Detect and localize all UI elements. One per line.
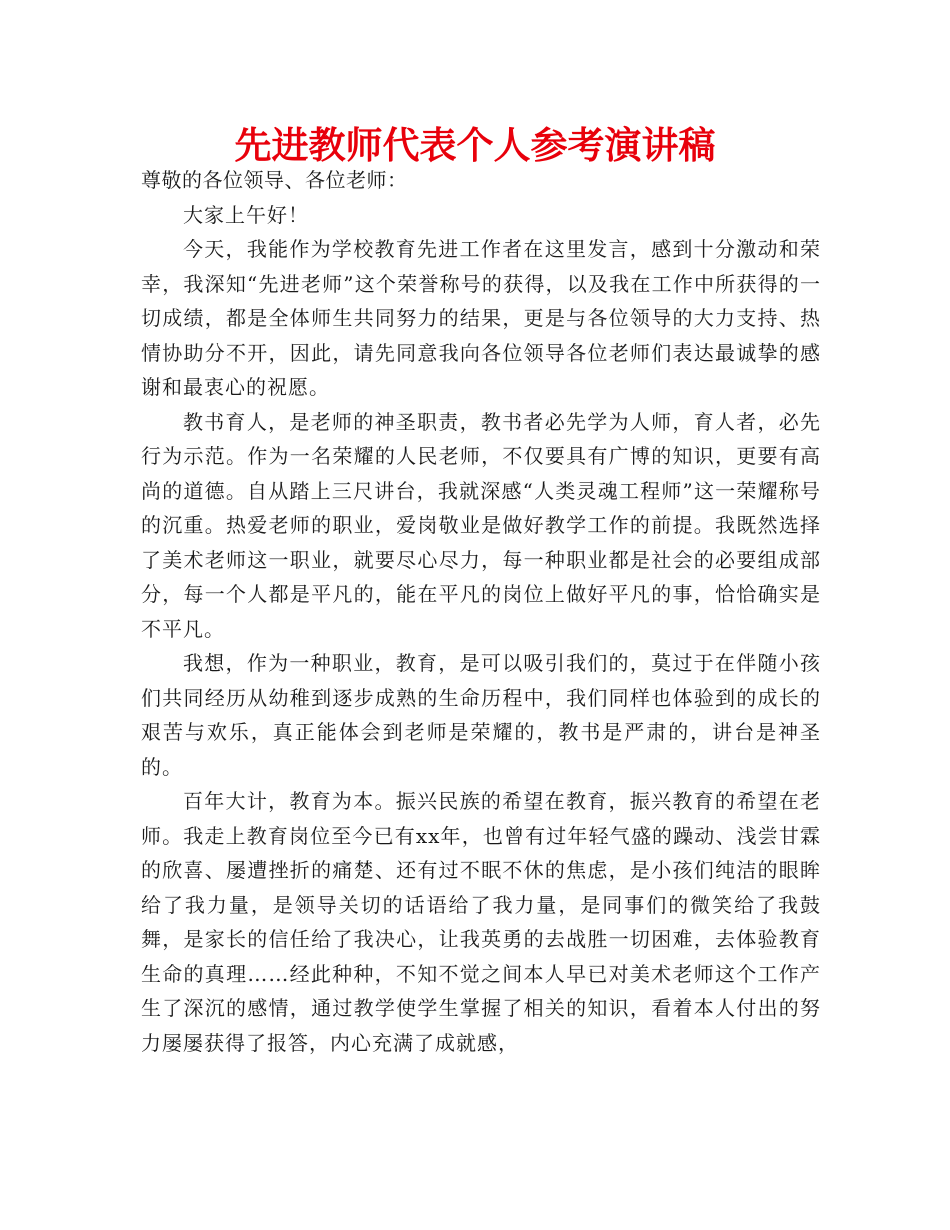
paragraph-1: 今天，我能作为学校教育先进工作者在这里发言，感到十分激动和荣幸，我深知“先进老师”这个荣誉称号的获得，以及我在工作中所获得的一切成绩，都是全体师生共同努力的结果，更是与各位领导的大力支持、热情协助分不开，因此，请先同意我向各位领导各位老师们表达最诚挚的感谢和最衷心的祝愿。 [141,237,821,399]
salutation: 尊敬的各位领导、各位老师： [141,168,408,192]
document-body [141,163,821,1060]
paragraph-4: 百年大计，教育为本。振兴民族的希望在教育，振兴教育的希望在老师。我走上教育岗位至今已有xx年，也曾有过年轻气盛的躁动、浅尝甘霖的欣喜、屡遭挫折的痛楚、还有过不眠不休的焦虑，是小孩们纯洁的眼眸给了我力量，是领导关切的话语给了我力量，是同事们的微笑给了我鼓舞，是家长的信任给了我决心，让我英勇的去战胜一切困难，去体验教育生命的真理……经此种种，不知不觉之间本人早已对美术老师这个工作产生了深沉的感情，通过教学使学生掌握了相关的知识，看着本人付出的努力屡屡获得了报答，内心充满了成就感， [141,789,821,1055]
paragraph-3: 我想，作为一种职业，教育，是可以吸引我们的，莫过于在伴随小孩们共同经历从幼稚到逐步成熟的生命历程中，我们同样也体验到的成长的艰苦与欢乐，真正能体会到老师是荣耀的，教书是严肃的，讲台是神圣的。 [141,651,821,779]
paragraph-2: 教书育人，是老师的神圣职责，教书者必先学为人师，育人者，必先行为示范。作为一名荣耀的人民老师，不仅要具有广博的知识，更要有高尚的道德。自从踏上三尺讲台，我就深感“人类灵魂工程师”这一荣耀称号的沉重。热爱老师的职业，爱岗敬业是做好教学工作的前提。我既然选择了美术老师这一职业，就要尽心尽力，每一种职业都是社会的必要组成部分，每一个人都是平凡的，能在平凡的岗位上做好平凡的事，恰恰确实是不平凡。 [141,409,821,641]
document-title: 先进教师代表个人参考演讲稿 [234,124,716,167]
greeting: 大家上午好！ [183,202,309,227]
